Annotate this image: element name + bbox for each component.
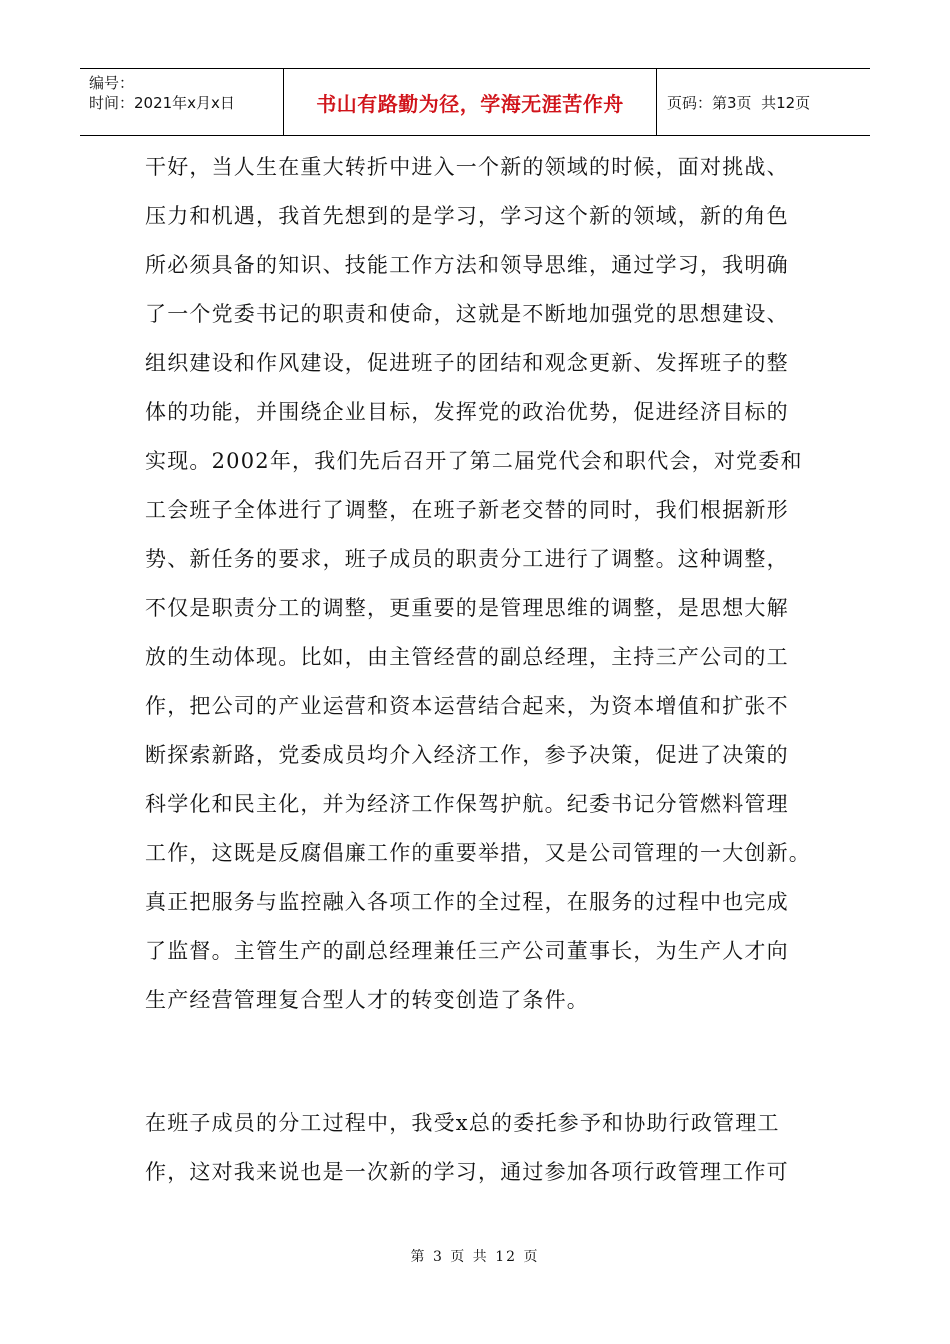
- text-line: 了一个党委书记的职责和使命，这就是不断地加强党的思想建设、: [145, 302, 789, 326]
- text-line: 组织建设和作风建设，促进班子的团结和观念更新、发挥班子的整: [145, 351, 789, 375]
- paragraph-1: [145, 143, 815, 1025]
- text-line: 势、新任务的要求，班子成员的职责分工进行了调整。这种调整，: [145, 547, 789, 571]
- paragraph-2: [145, 1099, 815, 1197]
- page-number-label: 页码：第3页 共12页: [667, 93, 811, 112]
- header-meta: [80, 69, 284, 135]
- header-motto: 书山有路勤为径，学海无涯苦作舟: [284, 69, 657, 135]
- text-line: 工作，这既是反腐倡廉工作的重要举措，又是公司管理的一大创新。: [145, 841, 811, 865]
- text-line: 了监督。主管生产的副总经理兼任三产公司董事长，为生产人才向: [145, 939, 789, 963]
- document-number-label: 编号：: [89, 74, 135, 92]
- paragraph-spacer: [145, 1025, 815, 1099]
- text-line: 压力和机遇，我首先想到的是学习，学习这个新的领域，新的角色: [145, 204, 789, 228]
- text-line: 工会班子全体进行了调整，在班子新老交替的同时，我们根据新形: [145, 498, 789, 522]
- text-line: 作，这对我来说也是一次新的学习，通过参加各项行政管理工作可: [145, 1160, 789, 1184]
- text-line: 作，把公司的产业运营和资本运营结合起来，为资本增值和扩张不: [145, 694, 789, 718]
- text-line: 干好，当人生在重大转折中进入一个新的领域的时候，面对挑战、: [145, 155, 789, 179]
- text-line: 真正把服务与监控融入各项工作的全过程，在服务的过程中也完成: [145, 890, 789, 914]
- document-body: [145, 143, 815, 1197]
- text-line: 实现。2002年，我们先后召开了第二届党代会和职代会，对党委和: [145, 449, 803, 473]
- text-line: 断探索新路，党委成员均介入经济工作，参予决策，促进了决策的: [145, 743, 789, 767]
- document-date-label: 时间：2021年x月x日: [89, 94, 235, 112]
- text-line: 放的生动体现。比如，由主管经营的副总经理，主持三产公司的工: [145, 645, 789, 669]
- page-footer: 第 3 页 共 12 页: [410, 1249, 540, 1265]
- text-line: 体的功能，并围绕企业目标，发挥党的政治优势，促进经济目标的: [145, 400, 789, 424]
- text-line: 生产经营管理复合型人才的转变创造了条件。: [145, 988, 589, 1012]
- text-line: 在班子成员的分工过程中，我受x总的委托参予和协助行政管理工: [145, 1111, 780, 1135]
- header-page-info: [657, 69, 870, 135]
- text-line: 所必须具备的知识、技能工作方法和领导思维，通过学习，我明确: [145, 253, 789, 277]
- text-line: 科学化和民主化，并为经济工作保驾护航。纪委书记分管燃料管理: [145, 792, 789, 816]
- page-header: [80, 68, 870, 136]
- text-line: 不仅是职责分工的调整，更重要的是管理思维的调整，是思想大解: [145, 596, 789, 620]
